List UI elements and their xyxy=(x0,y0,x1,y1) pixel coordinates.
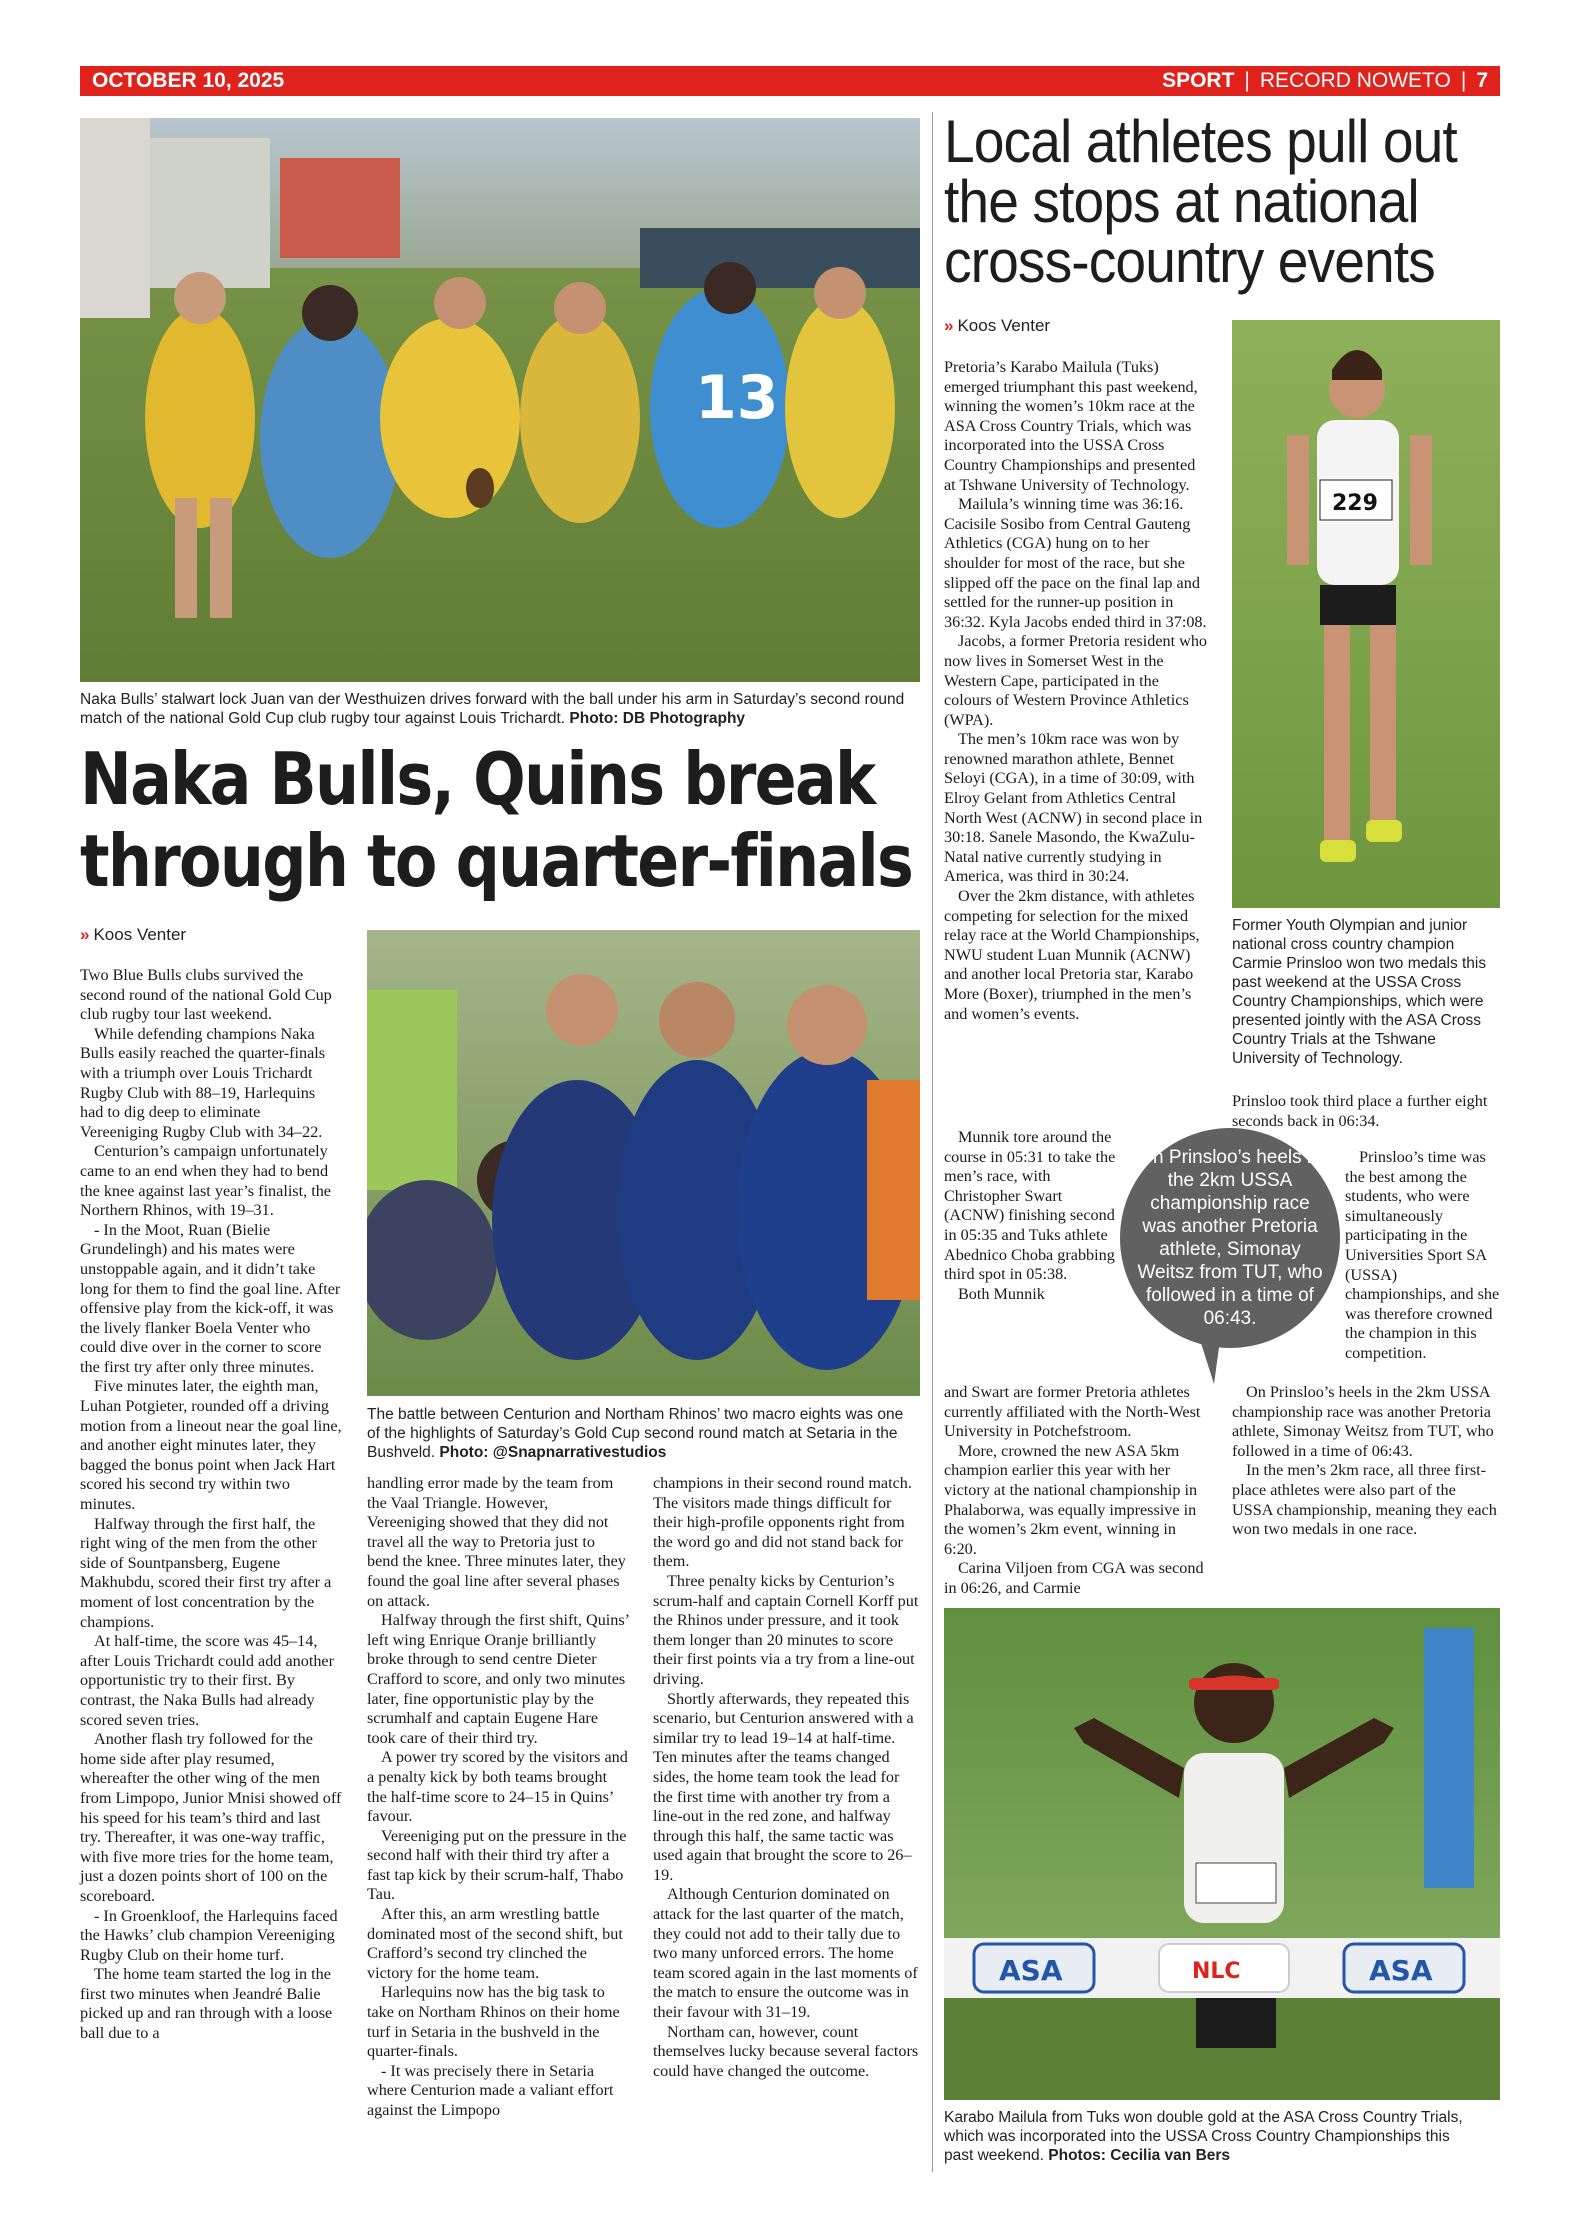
athlete-photo-mailula-caption: Karabo Mailula from Tuks won double gold at the ASA Cross Country Trials, which was incorporated into the USSA Cross Country Championships this past weekend. Photos: Cecilia van Bers xyxy=(944,2109,1463,2164)
section-name: SPORT xyxy=(1162,69,1235,92)
athlete-photo-prinsloo-illustration xyxy=(1232,320,1500,908)
paragraph: More, crowned the new ASA 5km champion earlier this year with her victory at the national championship in Phalaborwa, was equally impressive in the women’s 2km event, winning in 6:20. xyxy=(944,1441,1198,1558)
header-separator: | xyxy=(1460,69,1467,92)
paragraph: Both Munnik xyxy=(958,1284,1045,1303)
paragraph: Another flash try followed for the home side after play resumed, whereafter the other wing of the men from Limpopo, Junior Mnisi showed off his speed for his team’s third and last try. Thereafter, it was one-way traffic, with five more tries for the home team, just a dozen points short of 100 on the scoreboard. xyxy=(80,1730,342,1905)
paragraph: - It was precisely there in Setaria where Centurion made a valiant effort against the Limpopo xyxy=(367,2061,614,2119)
paragraph: After this, an arm wrestling battle dominated most of the second shift, but Crafford’s second try clinched the victory for the home team. xyxy=(367,1905,623,1982)
paragraph: Halfway through the first half, the right wing of the men from the other side of Sountpansberg, Eugene Makhubdu, scored their first try after a moment of lost concentration by the champions. xyxy=(80,1514,332,1631)
paragraph: While defending champions Naka Bulls easily reached the quarter-finals with a triumph over Louis Trichardt Rugby Club with 88–19, Harlequins had to dig deep to eliminate Vereeniging Rugby Club with 34–22. xyxy=(80,1024,326,1141)
byline-marker-icon: » xyxy=(80,925,88,944)
paragraph: Vereeniging put on the pressure in the second half with their third try after a fast tap kick by their scrum-half, Thabo Tau. xyxy=(367,1826,627,1904)
paragraph: handling error made by the team from the Vaal Triangle. However, Vereeniging showed that they did not travel all the way to Pretoria just to bend the knee. Three minutes later, they found the goal line after several phases on attack. xyxy=(367,1474,626,1610)
banner-logo-2: NLC xyxy=(1192,1959,1241,1984)
banner-logo-3: ASA xyxy=(1369,1954,1433,1987)
rugby-column-2 xyxy=(367,1474,629,2121)
paragraph: Prinsloo’s time was the best among the students, who were simultaneously participating in the Universities Sport SA (USSA) championships, and she was therefore crowned the champion in this competition. xyxy=(1345,1148,1500,1362)
rugby-photo-main-caption: Naka Bulls’ stalwart lock Juan van der Westhuizen drives forward with the ball under his arm in Saturday’s second round match of the national Gold Cup club rugby tour against Louis Trichardt. Photo: DB Photography xyxy=(80,691,905,727)
athletics-column-2-wrap xyxy=(1345,1148,1500,1364)
rugby-photo-main-illustration xyxy=(80,118,920,682)
paragraph: Shortly afterwards, they repeated this scenario, but Centurion answered with a similar try to lead 19–14 at half-time. Ten minutes after the teams changed sides, the home team took the lead for the first time with another try from a line-out in the red zone, and halfway through this half, the same tactic was used again that brought the score to 26–19. xyxy=(653,1689,914,1884)
rugby-column-1 xyxy=(80,966,342,2044)
rugby-photo-scrum-caption: The battle between Centurion and Northam Rhinos’ two macro eights was one of the highlights of Saturday’s Gold Cup second round match at Setaria in the Bushveld. Photo: @Snapnarrativestudios xyxy=(367,1406,904,1461)
paragraph: - In the Moot, Ruan (Bielie Grundelingh) and his mates were unstoppable again, and it didn’t take long for them to find the goal line. After offensive play from the kick-off, it was the lively flanker Boela Venter who could dive over in the corner to score the first try after only three minutes. xyxy=(80,1220,341,1376)
athletics-column-1-wrap xyxy=(944,1128,1116,1304)
rugby-photo-scrum-illustration xyxy=(367,930,920,1396)
publication-name: RECORD NOWETO xyxy=(1259,69,1451,92)
paragraph: Munnik tore around the course in 05:31 to take the men’s race, with Christopher Swart (ACNW) finishing second in 05:35 and Tuks athlete Abednico Choba grabbing third spot in 05:38. xyxy=(944,1128,1116,1284)
rugby-photo-scrum xyxy=(367,930,920,1396)
rugby-headline: Naka Bulls, Quins break through to quarter-finals xyxy=(80,737,913,903)
photo-credit: Photo: @Snapnarrativestudios xyxy=(439,1444,667,1461)
header-separator: | xyxy=(1244,69,1250,92)
issue-date: OCTOBER 10, 2025 xyxy=(92,69,285,92)
paragraph: Prinsloo took third place a further eight seconds back in 06:34. xyxy=(1232,1092,1488,1130)
paragraph: Carina Viljoen from CGA was second in 06:26, and Carmie xyxy=(944,1559,1204,1597)
paragraph: Jacobs, a former Pretoria resident who now lives in Somerset West in the Western Cape, participated in the colours of Western Province Athletics (WPA). xyxy=(944,632,1208,729)
paragraph: Centurion’s campaign unfortunately came to an end when they had to bend the knee against last year’s finalist, the Northern Rhinos, with 19–31. xyxy=(80,1142,331,1220)
jersey-number: 13 xyxy=(695,363,779,433)
banner-logo-1: ASA xyxy=(999,1954,1063,1987)
paragraph: Pretoria’s Karabo Mailula (Tuks) emerged triumphant this past weekend, winning the women’s 10km race at the ASA Cross Country Trials, which was incorporated into the USSA Cross Country Championships and presented at Tshwane University of Technology. xyxy=(944,358,1198,494)
rugby-column-3 xyxy=(653,1474,920,2081)
section-info xyxy=(1162,69,1488,93)
paragraph: The home team started the log in the first two minutes when Jeandré Balie picked up and ran through with a loose ball due to a xyxy=(80,1965,333,2043)
paragraph: At half-time, the score was 45–14, after Louis Trichardt could add another opportunistic try to their first. By contrast, the Naka Bulls had already scored seven tries. xyxy=(80,1632,334,1729)
paragraph: Two Blue Bulls clubs survived the second round of the national Gold Cup club rugby tour last weekend. xyxy=(80,966,332,1024)
paragraph: Although Centurion dominated on attack for the last quarter of the match, they could not add to their tally due to two many unforced errors. The home team scored again in the last moments of the match to ensure the outcome was in their favour with 31–19. xyxy=(653,1885,918,2022)
athletics-column-1 xyxy=(944,358,1208,1024)
story-divider xyxy=(932,112,933,2172)
paragraph: and Swart are former Pretoria athletes currently affiliated with the North-West University in Potchefstroom. xyxy=(944,1383,1201,1441)
paragraph: Five minutes later, the eighth man, Luhan Potgieter, rounded off a driving motion from a lineout near the goal line, and another eight minutes later, they bagged the bonus point when Jack Hart scored his second try within two minutes. xyxy=(80,1377,342,1514)
athletics-column-2-tail xyxy=(1232,1383,1500,1540)
pull-quote: On Prinsloo’s heels in the 2km USSA championship race was another Pretoria athlete, Simonay Weitsz from TUT, who followed in a time of 06:43. xyxy=(1120,1128,1340,1348)
athlete-photo-mailula-illustration xyxy=(944,1608,1500,2100)
paragraph: On Prinsloo’s heels in the 2km USSA championship race was another Pretoria athlete, Simonay Weitsz from TUT, who followed in a time of 06:43. xyxy=(1232,1383,1494,1460)
photo-credit: Photos: Cecilia van Bers xyxy=(1048,2147,1231,2164)
athlete-photo-mailula xyxy=(944,1608,1500,2100)
pull-quote-tail xyxy=(1200,1340,1220,1384)
paragraph: Mailula’s winning time was 36:16. Cacisile Sosibo from Central Gauteng Athletics (CGA) hung on to her shoulder for most of the race, but she slipped off the pace on the final lap and settled for the runner-up position in 36:32. Kyla Jacobs ended third in 37:08. xyxy=(944,495,1207,631)
paragraph: In the men’s 2km race, all three first-place athletes were also part of the USSA championship, meaning they each won two medals in one race. xyxy=(1232,1461,1497,1539)
paragraph: Halfway through the first shift, Quins’ left wing Enrique Oranje brilliantly broke through to send centre Dieter Crafford to score, and only two minutes later, fine opportunistic play by the scrumhalf and captain Eugene Hare took care of their third try. xyxy=(367,1611,629,1747)
page-number: 7 xyxy=(1476,69,1488,92)
athletics-byline: » Koos Venter xyxy=(944,316,1051,335)
rugby-byline: » Koos Venter xyxy=(80,925,187,944)
paragraph: Harlequins now has the big task to take on Northam Rhinos on their home turf in Setaria in the bushveld in the quarter-finals. xyxy=(367,1983,620,2061)
athletics-headline: Local athletes pull out the stops at national cross-country events xyxy=(944,108,1457,295)
paragraph: The men’s 10km race was won by renowned marathon athlete, Bennet Seloyi (CGA), in a time of 30:09, with Elroy Gelant from Athletics Central North West (ACNW) in second place in 30:18. Sanele Masondo, the KwaZulu-Natal native currently studying in America, was third in 30:24. xyxy=(944,730,1203,886)
paragraph: champions in their second round match. The visitors made things difficult for their high-profile opponents right from the word go and did not stand back for them. xyxy=(653,1474,912,1571)
athletics-column-1-tail xyxy=(944,1383,1208,1599)
athlete-photo-prinsloo-caption: Former Youth Olympian and junior national cross country champion Carmie Prinsloo won two medals this past weekend at the USSA Cross Country Championships, which were presented jointly with the ASA Cross Country Trials at the Tshwane University of Technology. xyxy=(1232,917,1487,1067)
paragraph: Three penalty kicks by Centurion’s scrum-half and captain Cornell Korff put the Rhinos under pressure, and it took them longer than 20 minutes to score their first points via a try from a line-out driving. xyxy=(653,1571,919,1688)
paragraph: Northam can, however, count themselves lucky because several factors could have changed the outcome. xyxy=(653,2022,919,2080)
athlete-photo-prinsloo xyxy=(1232,320,1500,908)
byline-marker-icon: » xyxy=(944,316,952,335)
rugby-photo-main xyxy=(80,118,920,682)
photo-credit: Photo: DB Photography xyxy=(569,710,746,727)
paragraph: Over the 2km distance, with athletes competing for selection for the mixed relay race at the World Championships, NWU student Luan Munnik (ACNW) and another local Pretoria star, Karabo More (Boxer), triumphed in the men’s and women’s events. xyxy=(944,887,1200,1023)
athletics-column-2-top xyxy=(1232,1092,1500,1131)
paragraph: - In Groenkloof, the Harlequins faced the Hawks’ club champion Vereeniging Rugby Club on their home turf. xyxy=(80,1906,338,1964)
race-bib: 229 xyxy=(1332,491,1378,516)
page-header-bar xyxy=(80,66,1500,96)
paragraph: A power try scored by the visitors and a penalty kick by both teams brought the half-time score to 24–15 in Quins’ favour. xyxy=(367,1748,628,1826)
